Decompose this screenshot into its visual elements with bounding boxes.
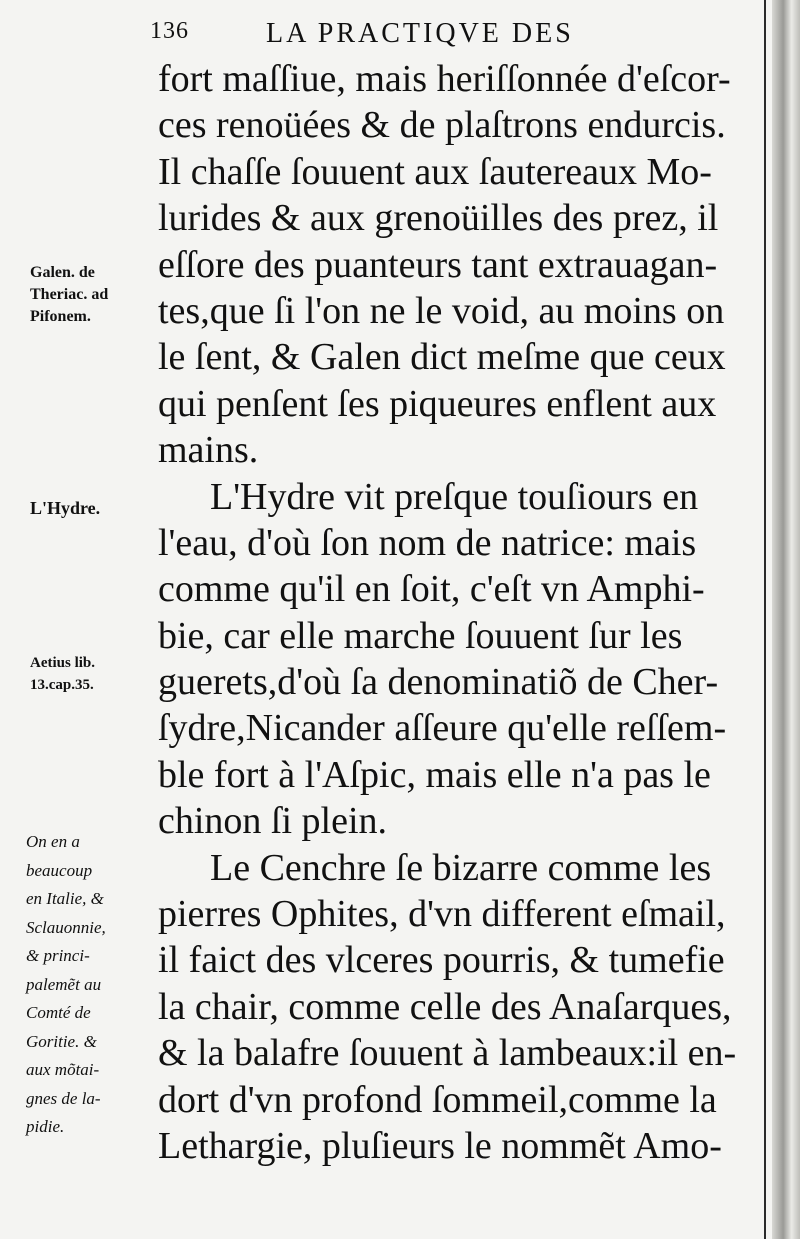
margin-note-line: aux mõtai- xyxy=(26,1060,100,1079)
margin-note-line: Comté de xyxy=(26,1003,91,1022)
text-line: dort d'vn profond ſommeil,comme la xyxy=(158,1078,717,1121)
text-line: mains. xyxy=(158,429,259,472)
margin-note-line: Pifonem. xyxy=(30,308,91,325)
book-spine xyxy=(772,0,800,1239)
margin-note-line: Galen. de xyxy=(30,264,95,281)
text-line: il faict des vlceres pourris, & tumefie xyxy=(158,939,725,982)
text-line: l'eau, d'où ſon nom de natrice: mais xyxy=(158,521,697,564)
margin-note-line: gnes de la- xyxy=(26,1088,101,1108)
margin-note-line: beaucoup xyxy=(26,860,93,880)
page-number: 136 xyxy=(150,18,189,44)
text-line: & la balafre ſouuent à lambeaux:il en- xyxy=(158,1032,737,1075)
margin-note-line: palemẽt au xyxy=(26,974,102,994)
text-line: guerets,d'où ſa denominatiõ de Cher- xyxy=(158,661,719,704)
margin-note-line: Goritie. & xyxy=(26,1031,97,1051)
margin-note-galen xyxy=(30,262,150,328)
text-line: tes,que ſi l'on ne le void, au moins on xyxy=(158,289,725,332)
text-line: fort maſſiue, mais heriſſonnée d'eſcor- xyxy=(158,58,731,100)
margin-note-line: & princi- xyxy=(26,946,90,965)
margin-note-line: Sclauonnie, xyxy=(26,917,106,937)
margin-note-italie xyxy=(26,828,156,1142)
text-line: la chair, comme celle des Anaſarques, xyxy=(158,985,732,1028)
running-head: LA PRACTIQVE DES xyxy=(266,18,574,49)
text-line: lurides & aux grenoüilles des prez, il xyxy=(158,197,719,240)
text-line: bie, car elle marche ſouuent ſur les xyxy=(158,614,683,657)
text-line: pierres Ophites, d'vn different eſmail, xyxy=(158,893,726,936)
margin-note-hydre xyxy=(30,496,150,520)
text-line: ſydre,Nicander aſſeure qu'elle reſſem- xyxy=(158,707,727,750)
margin-note-line: Aetius lib. xyxy=(30,655,96,671)
text-line: ces renoüées & de plaſtrons endurcis. xyxy=(158,104,726,147)
margin-note-aetius xyxy=(30,652,150,696)
text-line: L'Hydre vit preſque touſiours en xyxy=(210,475,699,518)
text-line: qui penſent ſes piqueures enflent aux xyxy=(158,382,717,425)
margin-note-line: On en a xyxy=(26,832,80,851)
margin-note-line: pidie. xyxy=(26,1117,65,1136)
margin-note-line: Theriac. ad xyxy=(30,286,109,303)
margin-note-line: en Italie, & xyxy=(26,889,104,908)
body-text xyxy=(158,56,768,1169)
text-line: Le Cenchre ſe bizarre comme les xyxy=(210,846,712,889)
text-line: comme qu'il en ſoit, c'eſt vn Amphi- xyxy=(158,568,705,611)
text-line: Il chaſſe ſouuent aux ſautereaux Mo- xyxy=(158,150,712,193)
page-header xyxy=(150,18,710,52)
text-line: chinon ſi plein. xyxy=(158,800,388,843)
margin-note-line: 13.cap.35. xyxy=(30,677,94,693)
text-line: Lethargie, pluſieurs le nommẽt Amo- xyxy=(158,1124,722,1167)
text-line: le ſent, & Galen dict meſme que ceux xyxy=(158,336,726,379)
margin-note-line: L'Hydre. xyxy=(30,498,101,518)
text-line: eſſore des puanteurs tant extrauagan- xyxy=(158,243,718,286)
text-line: ble fort à l'Aſpic, mais elle n'a pas le xyxy=(158,753,711,796)
